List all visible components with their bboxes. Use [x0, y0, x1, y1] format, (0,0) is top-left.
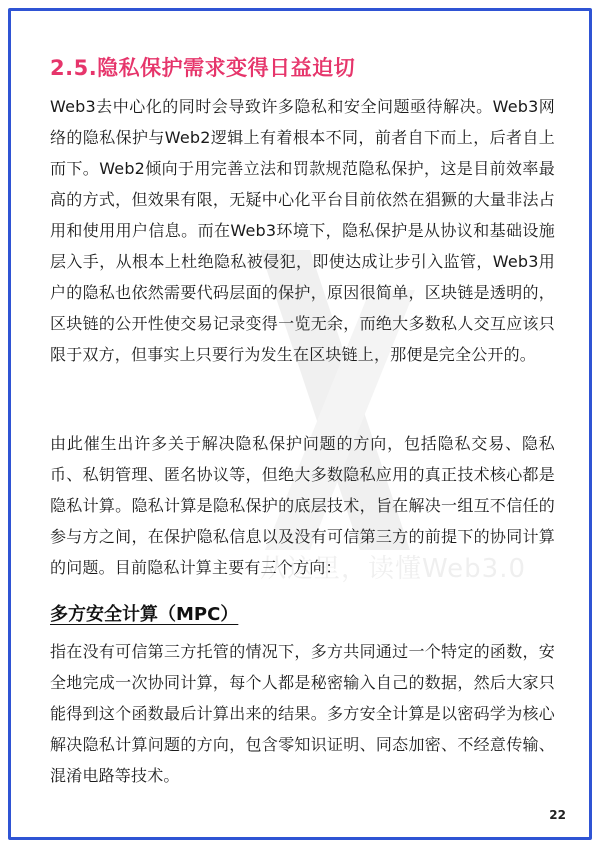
watermark-text: 从这里，读懂Web3.0 [260, 554, 527, 584]
mpc-subheading: 多方安全计算（MPC） [50, 604, 239, 625]
paragraph-privacy-web3: Web3去中心化的同时会导致许多隐私和安全问题亟待解决。Web3网络的隐私保护与Web2逻辑上有着根本不同，前者自下而上，后者自上而下。Web2倾向于用完善立法和罚款规范隐私保护，这是目前效率最高的方式，但效果有限，无疑中心化平台目前依然在猖獗的大量非法占用和使用用户信息。而在Web3环境下，隐私保护是从协议和基础设施层入手，从根本上杜绝隐私被侵犯，即使达成让步引入监管，Web3用户的隐私也依然需要代码层面的保护，原因很简单，区块链是透明的，区块链的公开性使交易记录变得一览无余，而绝大多数私人交互应该只限于双方，但事实上只要行为发生在区块链上，那便是完全公开的。 [50, 97, 555, 364]
page-number: 22 [549, 808, 566, 822]
section-heading: 2.5.隐私保护需求变得日益迫切 [50, 56, 356, 80]
paragraph-privacy-computing: 由此催生出许多关于解决隐私保护问题的方向，包括隐私交易、隐私币、私钥管理、匿名协议等，但绝大多数隐私应用的真正技术核心都是隐私计算。隐私计算是隐私保护的底层技术，旨在解决一组互不信任的参与方之间，在保护隐私信息以及没有可信第三方的前提下的协同计算的问题。目前隐私计算主要有三个方向： [50, 434, 555, 577]
paragraph-mpc: 指在没有可信第三方托管的情况下，多方共同通过一个特定的函数，安全地完成一次协同计算，每个人都是秘密输入自己的数据，然后大家只能得到这个函数最后计算出来的结果。多方安全计算是以密码学为核心解决隐私计算问题的方向，包含零知识证明、同态加密、不经意传输、混淆电路等技术。 [50, 642, 555, 785]
